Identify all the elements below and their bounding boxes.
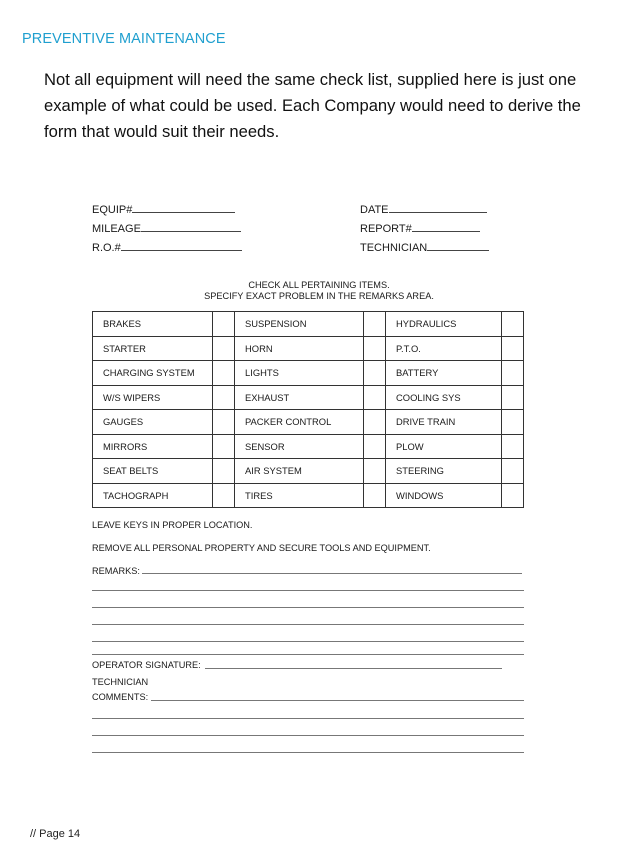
checklist-item-label: HORN	[235, 336, 364, 361]
operator-signature-line	[205, 668, 502, 669]
checklist-row	[93, 410, 524, 435]
comments-line	[151, 700, 524, 701]
intro-paragraph: Not all equipment will need the same check list, supplied here is just one example of what could be used. Each Company would need to derive the form that would suit their needs.	[44, 70, 581, 141]
checklist-checkbox[interactable]	[364, 361, 386, 386]
remarks-line	[142, 573, 522, 574]
instructions-line-1: CHECK ALL PERTAINING ITEMS.	[248, 280, 390, 290]
field-technician	[360, 240, 489, 254]
checklist-checkbox[interactable]	[502, 483, 524, 508]
checklist-checkbox[interactable]	[213, 385, 235, 410]
checklist-item-label: SENSOR	[235, 434, 364, 459]
checklist-item-label: STARTER	[93, 336, 213, 361]
field-date-label: DATE	[360, 204, 389, 216]
checklist-item-label: BATTERY	[386, 361, 502, 386]
remarks-line	[92, 654, 524, 655]
field-mileage-label: MILEAGE	[92, 223, 141, 235]
field-mileage	[92, 221, 241, 235]
comments-line	[92, 718, 524, 719]
note-keys: LEAVE KEYS IN PROPER LOCATION.	[92, 520, 253, 530]
field-equip-label: EQUIP#	[92, 204, 133, 216]
checklist-item-label: MIRRORS	[93, 434, 213, 459]
checklist-item-label: LIGHTS	[235, 361, 364, 386]
checklist-checkbox[interactable]	[213, 410, 235, 435]
checklist-checkbox[interactable]	[213, 336, 235, 361]
field-mileage-line	[141, 221, 241, 232]
checklist-item-label: BRAKES	[93, 312, 213, 337]
remarks-label: REMARKS:	[92, 566, 140, 576]
checklist-item-label: EXHAUST	[235, 385, 364, 410]
checklist-checkbox[interactable]	[364, 312, 386, 337]
remarks-line	[92, 641, 524, 642]
note-property: REMOVE ALL PERSONAL PROPERTY AND SECURE TOOLS AND EQUIPMENT.	[92, 543, 431, 553]
checklist-checkbox[interactable]	[213, 434, 235, 459]
field-equip-line	[132, 202, 235, 213]
checklist-item-label: GAUGES	[93, 410, 213, 435]
checklist-item-label: TACHOGRAPH	[93, 483, 213, 508]
checklist-checkbox[interactable]	[502, 385, 524, 410]
checklist-item-label: CHARGING SYSTEM	[93, 361, 213, 386]
checklist-item-label: PACKER CONTROL	[235, 410, 364, 435]
checklist-checkbox[interactable]	[213, 483, 235, 508]
checklist-item-label: COOLING SYS	[386, 385, 502, 410]
checklist-checkbox[interactable]	[364, 434, 386, 459]
checklist-item-label: HYDRAULICS	[386, 312, 502, 337]
field-ro	[92, 240, 242, 254]
checklist-item-label: P.T.O.	[386, 336, 502, 361]
checklist-row	[93, 361, 524, 386]
remarks-line	[92, 590, 524, 591]
checklist-row	[93, 483, 524, 508]
section-title: PREVENTIVE MAINTENANCE	[22, 31, 226, 47]
field-report	[360, 221, 480, 235]
checklist-item-label: STEERING	[386, 459, 502, 484]
checklist-row	[93, 336, 524, 361]
checklist-checkbox[interactable]	[502, 312, 524, 337]
remarks-line	[92, 607, 524, 608]
checklist-checkbox[interactable]	[213, 312, 235, 337]
checklist-row	[93, 385, 524, 410]
checklist-checkbox[interactable]	[364, 459, 386, 484]
checklist-checkbox[interactable]	[502, 361, 524, 386]
checklist-row	[93, 312, 524, 337]
checklist-checkbox[interactable]	[502, 410, 524, 435]
field-report-line	[412, 221, 480, 232]
checklist-item-label: PLOW	[386, 434, 502, 459]
comments-label: COMMENTS:	[92, 692, 149, 702]
field-ro-line	[121, 240, 242, 251]
checklist-item-label: SUSPENSION	[235, 312, 364, 337]
instructions-line-2: SPECIFY EXACT PROBLEM IN THE REMARKS AREA.	[204, 291, 434, 301]
field-report-label: REPORT#	[360, 223, 412, 235]
checklist-item-label: W/S WIPERS	[93, 385, 213, 410]
checklist-checkbox[interactable]	[364, 385, 386, 410]
checklist-checkbox[interactable]	[502, 434, 524, 459]
checklist-item-label: WINDOWS	[386, 483, 502, 508]
checklist-checkbox[interactable]	[364, 483, 386, 508]
comments-line	[92, 735, 524, 736]
operator-signature-label: OPERATOR SIGNATURE:	[92, 660, 201, 670]
checklist-checkbox[interactable]	[213, 361, 235, 386]
checklist-checkbox[interactable]	[364, 336, 386, 361]
field-equip	[92, 202, 235, 216]
checklist-checkbox[interactable]	[213, 459, 235, 484]
comments-line	[92, 752, 524, 753]
checklist-checkbox[interactable]	[502, 459, 524, 484]
checklist-table	[92, 311, 524, 508]
checklist-checkbox[interactable]	[502, 336, 524, 361]
page-number: // Page 14	[30, 828, 81, 840]
field-ro-label: R.O.#	[92, 242, 121, 254]
checklist-item-label: DRIVE TRAIN	[386, 410, 502, 435]
field-date-line	[389, 202, 487, 213]
checklist-item-label: TIRES	[235, 483, 364, 508]
remarks-line	[92, 624, 524, 625]
checklist-row	[93, 459, 524, 484]
checklist-item-label: SEAT BELTS	[93, 459, 213, 484]
field-technician-label: TECHNICIAN	[360, 242, 428, 254]
checklist-item-label: AIR SYSTEM	[235, 459, 364, 484]
checklist-row	[93, 434, 524, 459]
field-date	[360, 202, 487, 216]
technician-comments-label: TECHNICIAN	[92, 677, 149, 687]
checklist-checkbox[interactable]	[364, 410, 386, 435]
field-technician-line	[427, 240, 489, 251]
